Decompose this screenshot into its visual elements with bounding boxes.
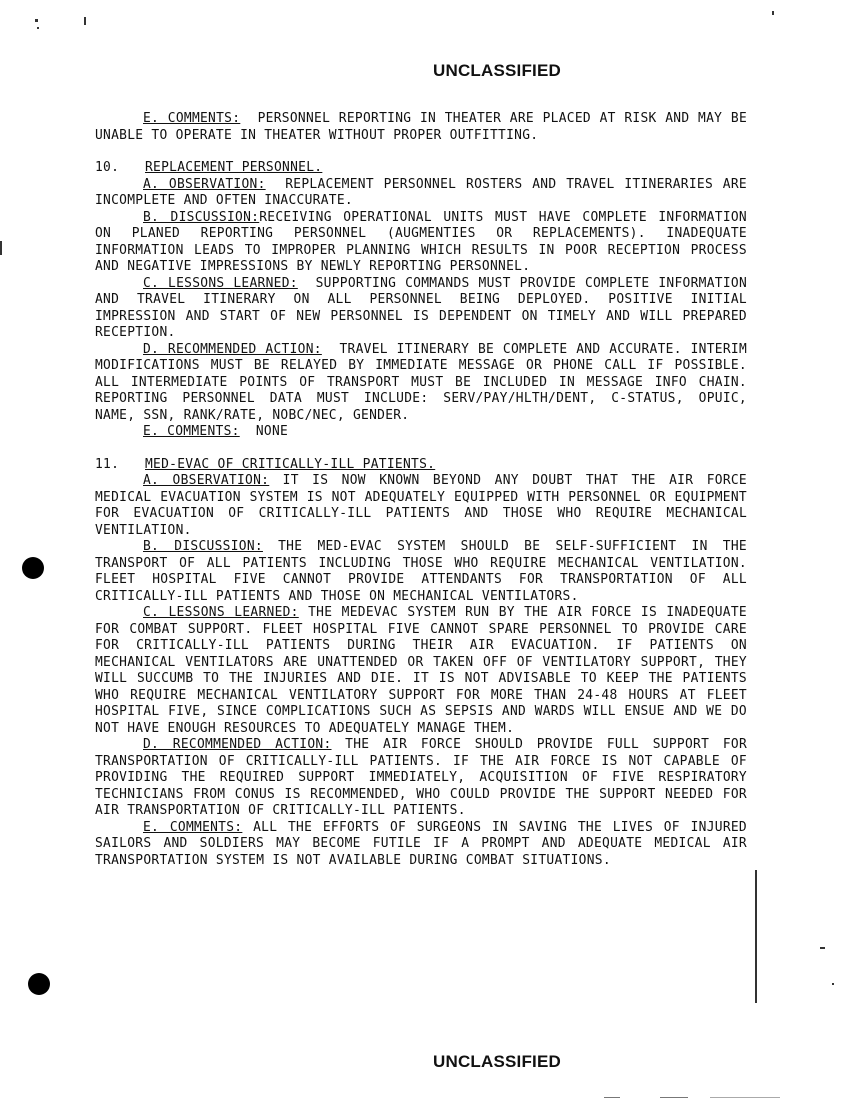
scan-speck: [832, 983, 834, 985]
comments-label: E. COMMENTS:: [143, 424, 240, 439]
section-11-heading: [95, 457, 747, 474]
prev-comments-label: E. COMMENTS:: [143, 111, 241, 126]
section-11-number: 11.: [95, 456, 120, 472]
observation-label: A. OBSERVATION:: [143, 176, 266, 192]
prev-comments-paragraph: [95, 111, 747, 144]
document-body: [95, 111, 747, 869]
lessons-label: C. LESSONS LEARNED:: [143, 275, 298, 291]
observation-text: IT IS NOW KNOWN BEYOND ANY DOUBT THAT THE AIR FORCE MEDICAL EVACUATION SYSTEM IS NOT ADEQUATELY EQUIPPED WITH PERSONNEL OR EQUIPMENT FOR EVACUATION OF CRITICALLY-ILL PATIENTS AND THOSE WHO REQUIRE MECHANICAL VENTILATION.: [95, 473, 747, 538]
discussion-label: B. DISCUSSION:: [143, 539, 263, 554]
scan-speck: [37, 27, 39, 29]
scan-speck: [35, 19, 38, 22]
classification-banner-top: UNCLASSIFIED: [432, 61, 562, 80]
section-10-observation: [95, 177, 747, 210]
action-label: D. RECOMMENDED ACTION:: [143, 341, 322, 357]
section-10-comments: [95, 424, 747, 441]
lessons-text: THE MEDEVAC SYSTEM RUN BY THE AIR FORCE IS INADEQUATE FOR COMBAT SUPPORT. FLEET HOSPITAL FIVE CANNOT SPARE PERSONNEL TO PROVIDE CARE FOR CRITICALLY-ILL PATIENTS DURING THEIR AIR EVACUATION. IF PATIENTS ON MECHANICAL VENTILATORS ARE UNATTENDED OR TAKEN OFF OF VENTILATORY SUPPORT, THEY WILL SUCCUMB TO THE INJURIES AND DIE. IT IS NOT ADVISABLE TO KEEP THE PATIENTS WHO REQUIRE MECHANICAL VENTILATORY SUPPORT FOR MORE THAN 24-48 HOURS AT FLEET HOSPITAL FIVE, SINCE COMPLICATIONS SUCH AS SEPSIS AND WARDS WILL ENSUE AND WE DO NOT HAVE ENOUGH RESOURCES TO ADEQUATELY MANAGE THEM.: [95, 605, 747, 736]
scan-smudge: [604, 1097, 620, 1098]
discussion-text: RECEIVING OPERATIONAL UNITS MUST HAVE COMPLETE INFORMATION ON PLANED REPORTING PERSONNEL (AUGMENTIES OR REPLACEMENTS). INADEQUATE INFORMATION LEADS TO IMPROPER PLANNING WHICH RESULTS IN POOR RECEPTION PROCESS AND NEGATIVE IMPRESSIONS BY NEWLY REPORTING PERSONNEL.: [95, 209, 747, 274]
section-11-title: MED-EVAC OF CRITICALLY-ILL PATIENTS.: [145, 456, 436, 472]
section-10-action: [95, 342, 747, 425]
section-10-number: 10.: [95, 160, 120, 175]
section-11-observation: [95, 473, 747, 539]
section-11-action: [95, 737, 747, 820]
observation-label: A. OBSERVATION:: [143, 473, 270, 488]
scan-smudge: [710, 1097, 780, 1098]
scan-speck: [84, 17, 86, 25]
scan-speck: [772, 11, 774, 15]
discussion-text: THE MED-EVAC SYSTEM SHOULD BE SELF-SUFFICIENT IN THE TRANSPORT OF ALL PATIENTS INCLUDING THOSE WHO REQUIRE MECHANICAL VENTILATION. FLEET HOSPITAL FIVE CANNOT PROVIDE ATTENDANTS FOR TRANSPORTATION OF ALL CRITICALLY-ILL PATIENTS AND THOSE ON MECHANICAL VENTILATORS.: [95, 539, 747, 604]
action-text: THE AIR FORCE SHOULD PROVIDE FULL SUPPORT FOR TRANSPORTATION OF CRITICALLY-ILL PATIENTS. IF THE AIR FORCE IS NOT CAPABLE OF PROVIDING THE REQUIRED SUPPORT IMMEDIATELY, ACQUISITION OF FIVE RESPIRATORY TECHNICIANS FROM CONUS IS RECOMMENDED, WHO COULD PROVIDE THE SUPPORT NEEDED FOR AIR TRANSPORTATION OF CRITICALLY-ILL PATIENTS.: [95, 737, 747, 818]
discussion-label: B. DISCUSSION:: [143, 209, 260, 225]
section-10-lessons: [95, 276, 747, 342]
comments-label: E. COMMENTS:: [143, 819, 243, 835]
observation-text: REPLACEMENT PERSONNEL ROSTERS AND TRAVEL ITINERARIES ARE INCOMPLETE AND OFTEN INACCURATE.: [95, 176, 747, 208]
scan-smudge: [660, 1097, 688, 1098]
classification-banner-bottom: UNCLASSIFIED: [432, 1052, 562, 1071]
left-margin-mark: [0, 241, 2, 255]
scan-speck: [820, 947, 825, 949]
section-10-discussion: [95, 210, 747, 276]
prev-comments-text: PERSONNEL REPORTING IN THEATER ARE PLACED AT RISK AND MAY BE UNABLE TO OPERATE IN THEATER WITHOUT PROPER OUTFITTING.: [95, 111, 747, 143]
action-label: D. RECOMMENDED ACTION:: [143, 737, 332, 752]
section-10-heading: [95, 160, 747, 177]
binder-hole-punch: [28, 973, 50, 995]
section-11-discussion: [95, 539, 747, 605]
section-11-lessons: [95, 605, 747, 737]
section-10-title: REPLACEMENT PERSONNEL.: [145, 160, 323, 175]
binder-hole-punch: [22, 557, 44, 579]
section-11-comments: [95, 820, 747, 870]
change-bar: [755, 870, 757, 1003]
lessons-text: SUPPORTING COMMANDS MUST PROVIDE COMPLETE INFORMATION AND TRAVEL ITINERARY ON ALL PERSONNEL BEING DEPLOYED. POSITIVE INITIAL IMPRESSION AND START OF NEW PERSONNEL IS DEPENDENT ON TIMELY AND WILL PREPARED RECEPTION.: [95, 275, 748, 340]
comments-text: ALL THE EFFORTS OF SURGEONS IN SAVING THE LIVES OF INJURED SAILORS AND SOLDIERS MAY BECOME FUTILE IF A PROMPT AND ADEQUATE MEDICAL AIR TRANSPORTATION SYSTEM IS NOT AVAILABLE DURING COMBAT SITUATIONS.: [95, 819, 747, 868]
lessons-label: C. LESSONS LEARNED:: [143, 605, 299, 620]
action-text: TRAVEL ITINERARY BE COMPLETE AND ACCURATE. INTERIM MODIFICATIONS MUST BE RELAYED BY IMMEDIATE MESSAGE OR PHONE CALL IF POSSIBLE. ALL INTERMEDIATE POINTS OF TRANSPORT MUST BE INCLUDED IN MESSAGE INFO CHAIN. REPORTING PERSONNEL DATA MUST INCLUDE: SERV/PAY/HLTH/DENT, C-STATUS, OPUIC, NAME, SSN, RANK/RATE, NOBC/NEC, GENDER.: [95, 341, 747, 423]
comments-text: NONE: [255, 424, 289, 439]
